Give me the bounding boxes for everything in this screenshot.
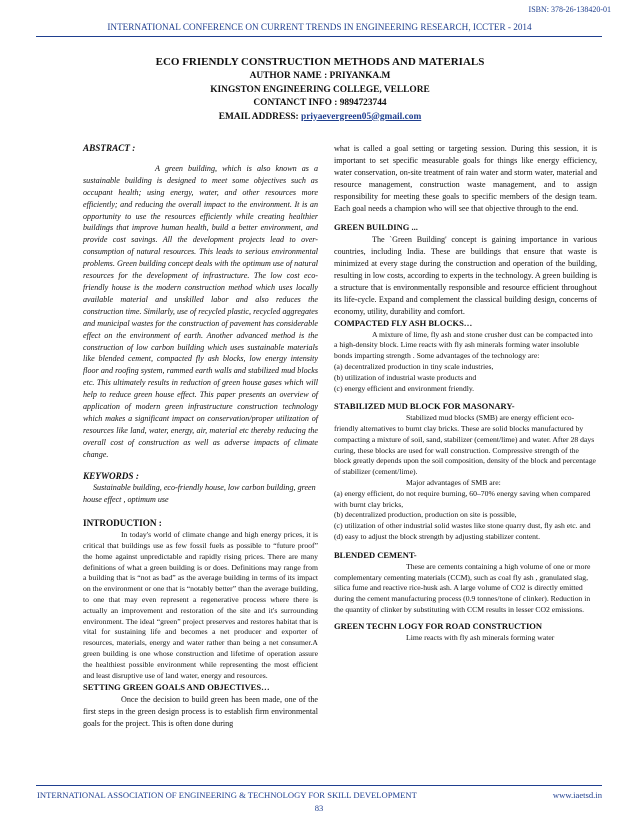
left-column [83, 143, 318, 730]
footer-association: INTERNATIONAL ASSOCIATION OF ENGINEERING & TECHNOLOGY FOR SKILL DEVELOPMENT [37, 790, 417, 800]
mud-block-heading: STABILIZED MUD BLOCK FOR MASONARY- [334, 401, 515, 412]
fly-ash-text: A mixture of lime, fly ash and stone crusher dust can be compacted into a high-density block. Lime reacts with fly ash minerals forming water insoluble bonds imparting strength . Some advantages of the technology are: [334, 329, 593, 361]
abstract-heading: ABSTRACT : [83, 143, 136, 153]
keywords-text: Sustainable building, eco-friendly house, low carbon building, green house effect , optimum use [83, 483, 316, 505]
right-column [334, 143, 597, 643]
fly-ash-item: (b) utilization of industrial waste products and [334, 372, 477, 382]
email-label: EMAIL ADDRESS: [218, 111, 299, 122]
footer-website[interactable]: www.iaetsd.in [552, 790, 602, 800]
smb-advantages-lead: Major advantages of SMB are: [406, 478, 501, 488]
page-number: 83 [314, 803, 324, 813]
author-line: AUTHOR NAME : PRIYANKA.M [249, 71, 391, 81]
keywords-heading: KEYWORDS : [83, 470, 139, 481]
road-construction-text: Lime reacts with fly ash minerals forming water [406, 632, 555, 642]
title-block [120, 55, 520, 124]
goals-heading: SETTING GREEN GOALS AND OBJECTIVES… [83, 682, 270, 693]
green-building-text: The `Green Building' concept is gaining importance in various countries, including India. These are buildings that ensure that waste is minimized at every stage during the construction and operation of the building, resulting in low costs, according to experts in the technology. A green building is a structure that is environmentally responsible and resource efficient throughout its life-cycle. Expand and complement the classical building design, concerns of economy, utility, durability and comfort. [334, 235, 597, 316]
blended-cement-heading: BLENDED CEMENT- [334, 549, 417, 560]
green-building-heading: GREEN BUILDING ... [334, 222, 418, 233]
isbn-label: ISBN: 378-26-138420-01 [528, 5, 611, 14]
smb-item: (c) utilization of other industrial solid wastes like stone quarry dust, fly ash etc. and [334, 521, 591, 531]
contact-line: CONTANCT INFO : 9894723744 [253, 98, 387, 108]
introduction-heading: INTRODUCTION : [83, 518, 162, 529]
mud-block-text: Stabilized mud blocks (SMB) are energy efficient eco-friendly alternatives to burnt clay bricks. These are solid blocks manufactured by compacting a mixture of soil, sand, stabilizer (cement/lime) and water. After 28 days curing, these blocks are used for wall construction. Compressive strength of the block greatly depends upon the soil composition, density of the block and percentage of stabilizer (cement/lime). [334, 413, 596, 477]
email-line [120, 111, 520, 125]
college-line: KINGSTON ENGINEERING COLLEGE, VELLORE [210, 84, 430, 95]
header-rule [36, 36, 602, 37]
smb-item: (b) decentralized production, production on site is possible, [334, 510, 517, 520]
introduction-text: In today's world of climate change and high energy prices, it is critical that buildings use as few fossil fuels as possible to “future proof” the home against unpredictable and rapidly rising prices. There are many definitions of what a green building is or does. Definitions may range from a building that is “not as bad” as the average building in terms of its impact on the environment or one that is “notably better” than the average building, to one that may even represent a regenerative process where there is actually an improvement and restoration of the site and it's surrounding environment. The ideal “green” project preserves and restores habitat that is vital for sustaining life and becomes a net producer and exporter of resources, materials, energy and water rather than being a net consumer.A green building is one whose construction and lifetime of operation assure the healthiest possible environment while representing the most efficient and least disruptive use of land water, energy and resources. [83, 530, 318, 680]
smb-item: (d) easy to adjust the block strength by adjusting stabilizer content. [334, 532, 541, 542]
conference-header: INTERNATIONAL CONFERENCE ON CURRENT TRENDS IN ENGINEERING RESEARCH, ICCTER - 2014 [107, 22, 532, 32]
email-link[interactable]: priyaevergreen05@gmail.com [301, 111, 422, 122]
paper-title: ECO FRIENDLY CONSTRUCTION METHODS AND MATERIALS [155, 56, 485, 68]
fly-ash-item: (c) energy efficient and environment friendly. [334, 383, 475, 393]
footer-rule [36, 785, 602, 786]
blended-cement-text: These are cements containing a high volume of one or more complementary cementing materials (CCM), such as coal fly ash , granulated slag, silica fume and reactive rice-husk ash. A large volume of CO2 is directly emitted during the cement manufacturing process (0.9 tonnes/tone of clinker). Reduction in the quantity of clinker by substituting with CCM results in lesser CO2 emissions. [334, 561, 591, 614]
fly-ash-heading: COMPACTED FLY ASH BLOCKS… [334, 317, 473, 328]
smb-item: (a) energy efficient, do not require burning, 60–70% energy saving when compared with burnt clay bricks, [334, 488, 591, 509]
goals-text: Once the decision to build green has been made, one of the first steps in the green design process is to establish firm environmental goals for the project. This is often done during [83, 695, 318, 729]
goals-continued-text: what is called a goal setting or targeting session. During this session, it is important to set specific measurable goals for things like energy efficiency, water conservation, on-site treatment of rain water and storm water, material and resource management, construction waste management, and to assign responsibility for meeting these goals to specific members of the design team. Each goal needs a champion who will see that objective through to the end. [334, 144, 597, 213]
fly-ash-item: (a) decentralized production in tiny scale industries, [334, 361, 494, 371]
abstract-text: A green building, which is also known as a sustainable building is designed to meet some objectives such as occupant health; using energy, water, and other resources more efficiently; and reducing the overall impact to the environment. It is an opportunity to use the resources efficiently while creating healthier buildings that improve human health, build a better environment, and provide cost savings. All the development projects lead to over-consumption of natural resources. This leads to serious environmental problems. Green building concept deals with the optimum use of natural resources for the development of infrastructure. The low cost eco-friendly house is the modern construction method which uses locally available material and unskilled labor and also reduces the construction time. Similarly, use of recycled plastic, recycled aggregates and municipal wastes for the construction of pavement has considerable effect on the environment of earth. Another advanced method is the construction of low carbon building which uses sustainable materials like blended cement, compacted fly ash blocks, low energy intensity floor and roofing system, rammed earth walls and stabilized mud blocks etc. This ultimately results in reduction of green house gases which will help to reduce green house effect. This paper presents an overview of application of modern green infrastructure construction technology which makes a significant impact on conservation/proper utilization of resources like land, water, energy, air, material etc thereby reducing the overall cost of construction as well as adverse impacts of climate change. [83, 163, 318, 459]
road-construction-heading: GREEN TECHN LOGY FOR ROAD CONSTRUCTION [334, 620, 543, 631]
